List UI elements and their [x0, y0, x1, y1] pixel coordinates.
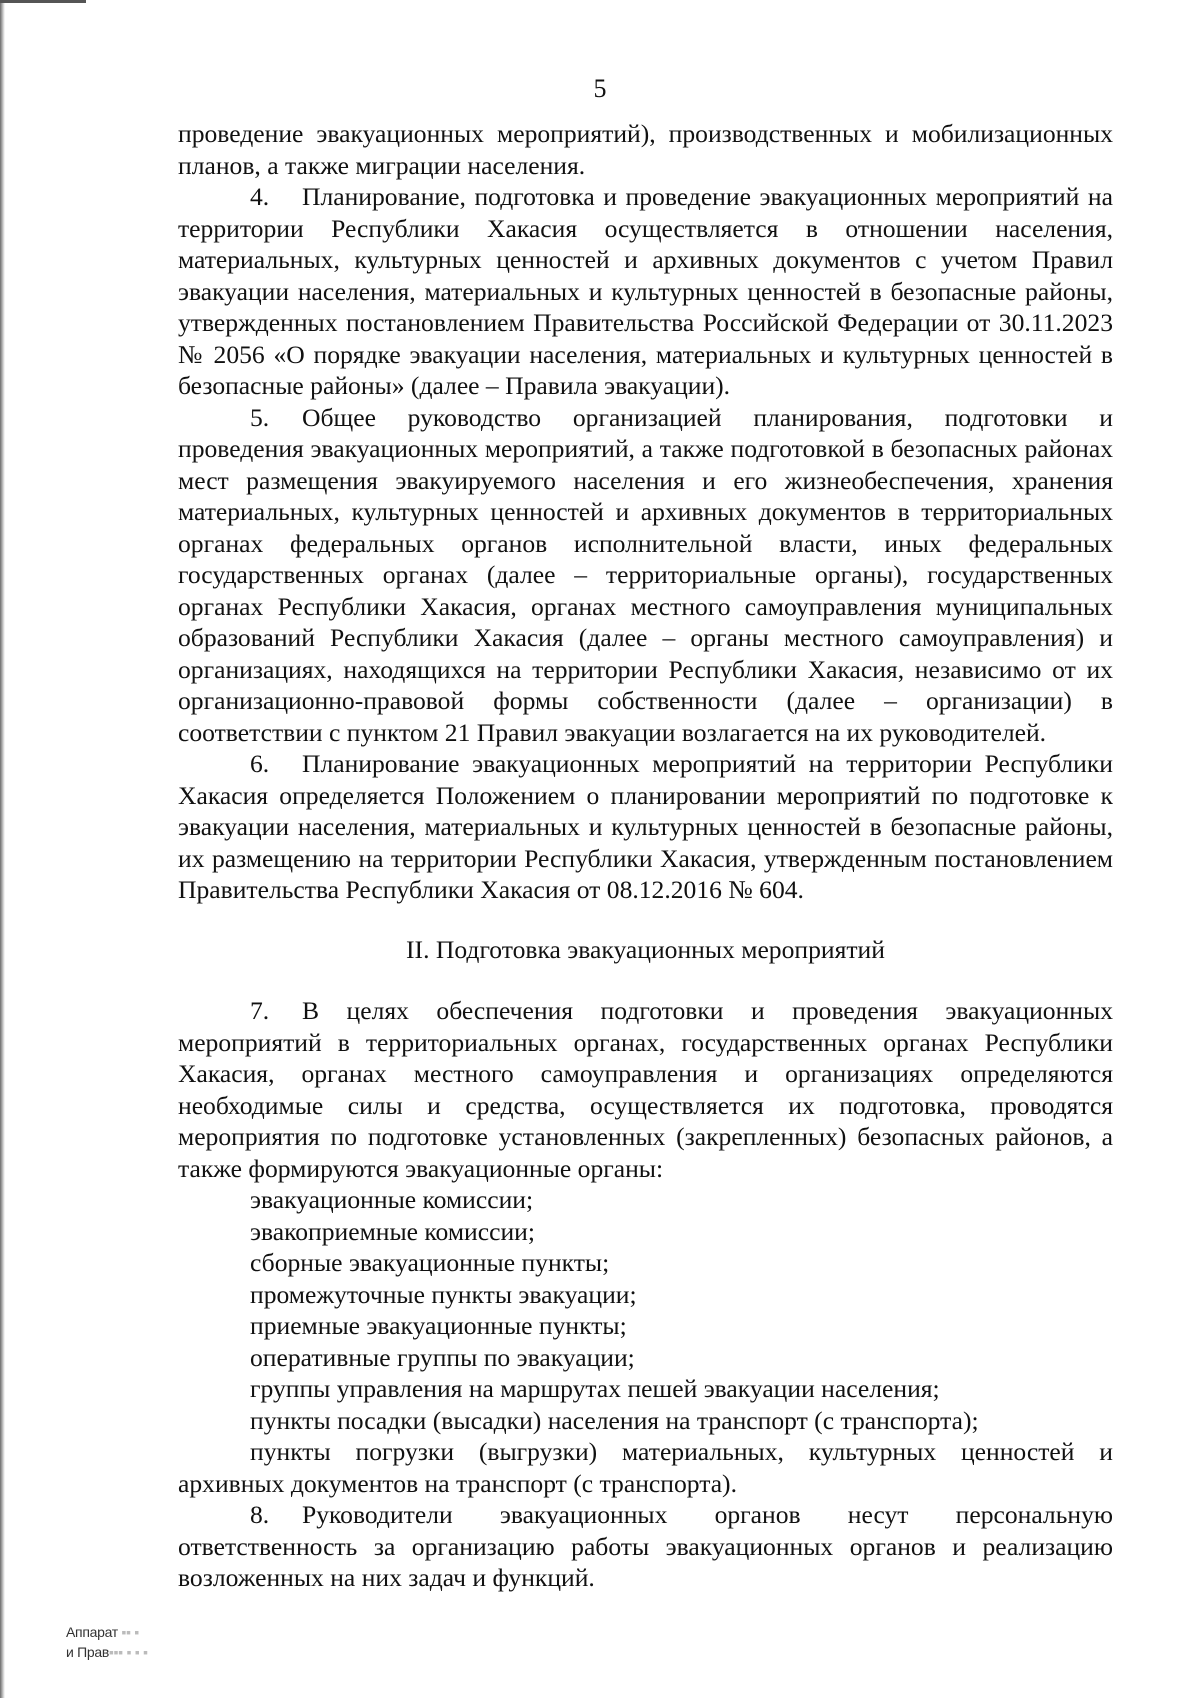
paragraph-8 [178, 1499, 1113, 1594]
paragraph-number: 5. [250, 402, 270, 432]
paragraph-text: Руководители эвакуационных органов несут персональную ответственность за организацию работы эвакуационных органов и реализацию возложенных на них задач и функций. [178, 1500, 1113, 1592]
paragraph-number: 8. [250, 1500, 270, 1529]
list-item: приемные эвакуационные пункты; [250, 1311, 627, 1340]
paragraph-6 [178, 748, 1113, 906]
scan-top-mark [0, 0, 86, 3]
continuation-paragraph: проведение эвакуационных мероприятий), производственных и мобилизационных планов, а также миграции населения. [178, 119, 1113, 180]
paragraph-4 [178, 181, 1113, 402]
list-item: оперативные группы по эвакуации; [250, 1342, 635, 1372]
paragraph-text: В целях обеспечения подготовки и проведения эвакуационных мероприятий в территориальных органах, государственных органах Республики Хакасия, органах местного самоуправления и организациях определяются необходимые силы и средства, осуществляется их подготовка, проводятся мероприятия по подготовке установленных (закрепленных) безопасных районов, а также формируются эвакуационные органы: [178, 996, 1113, 1183]
document-body [178, 118, 1113, 1594]
paragraph-7 [178, 995, 1113, 1184]
stamp-text: Аппарат [66, 1624, 118, 1640]
stamp-text: и Прав [66, 1644, 109, 1660]
footer-stamp [66, 1622, 148, 1662]
paragraph-number: 4. [250, 182, 270, 211]
stamp-line-1: Аппарат ▪▪ ▪ [66, 1624, 140, 1640]
scan-shadow-edge [0, 0, 5, 1698]
paragraph-number: 6. [250, 749, 270, 778]
evac-bodies-list [178, 1184, 1113, 1499]
list-item: эвакуационные комиссии; [250, 1185, 534, 1214]
list-item: группы управления на маршрутах пешей эвакуации населения; [250, 1374, 940, 1403]
stamp-line-2: и Прав▪▪▪ ▪ ▪ ▪ [66, 1644, 148, 1660]
paragraph-text: Планирование, подготовка и проведение эвакуационных мероприятий на территории Республики Хакасия осуществляется в отношении населения, материальных, культурных ценностей и архивных документов с учетом Правил эвакуации населения, материальных и культурных ценностей в безопасные районы, утвержденных постановлением Правительства Российской Федерации от 30.11.2023 № 2056 «О порядке эвакуации населения, материальных и культурных ценностей в безопасные районы» (далее – Правила эвакуации). [178, 182, 1113, 400]
list-item: пункты погрузки (выгрузки) материальных, культурных ценностей и архивных документов на транспорт (с транспорта). [178, 1437, 1113, 1498]
list-item: промежуточные пункты эвакуации; [250, 1279, 637, 1309]
section-heading: II. Подготовка эвакуационных мероприятий [406, 934, 885, 964]
list-item: пункты посадки (высадки) населения на транспорт (с транспорта); [250, 1405, 979, 1435]
paragraph-number: 7. [250, 996, 270, 1025]
list-item: сборные эвакуационные пункты; [250, 1248, 610, 1277]
list-item: эвакоприемные комиссии; [250, 1216, 535, 1246]
paragraph-text: Общее руководство организацией планирования, подготовки и проведения эвакуационных мероприятий, а также подготовкой в безопасных районах мест размещения эвакуируемого населения и его жизнеобеспечения, хранения материальных, культурных ценностей и архивных документов в территориальных органах федеральных органов исполнительной власти, иных федеральных государственных органах (далее – территориальные органы), государственных органах Республики Хакасия, органах местного самоуправления муниципальных образований Республики Хакасия (далее – органы местного самоуправления) и организациях, находящихся на территории Республики Хакасия, независимо от их организационно-правовой формы собственности (далее – организации) в соответствии с пунктом 21 Правил эвакуации возлагается на их руководителей. [178, 402, 1113, 747]
paragraph-5 [178, 402, 1113, 749]
page-number: 5 [593, 74, 607, 103]
paragraph-text: Планирование эвакуационных мероприятий на территории Республики Хакасия определяется Положением о планировании мероприятий по подготовке к эвакуации населения, материальных и культурных ценностей в безопасные районы, их размещению на территории Республики Хакасия, утвержденным постановлением Правительства Республики Хакасия от 08.12.2016 № 604. [178, 749, 1113, 904]
